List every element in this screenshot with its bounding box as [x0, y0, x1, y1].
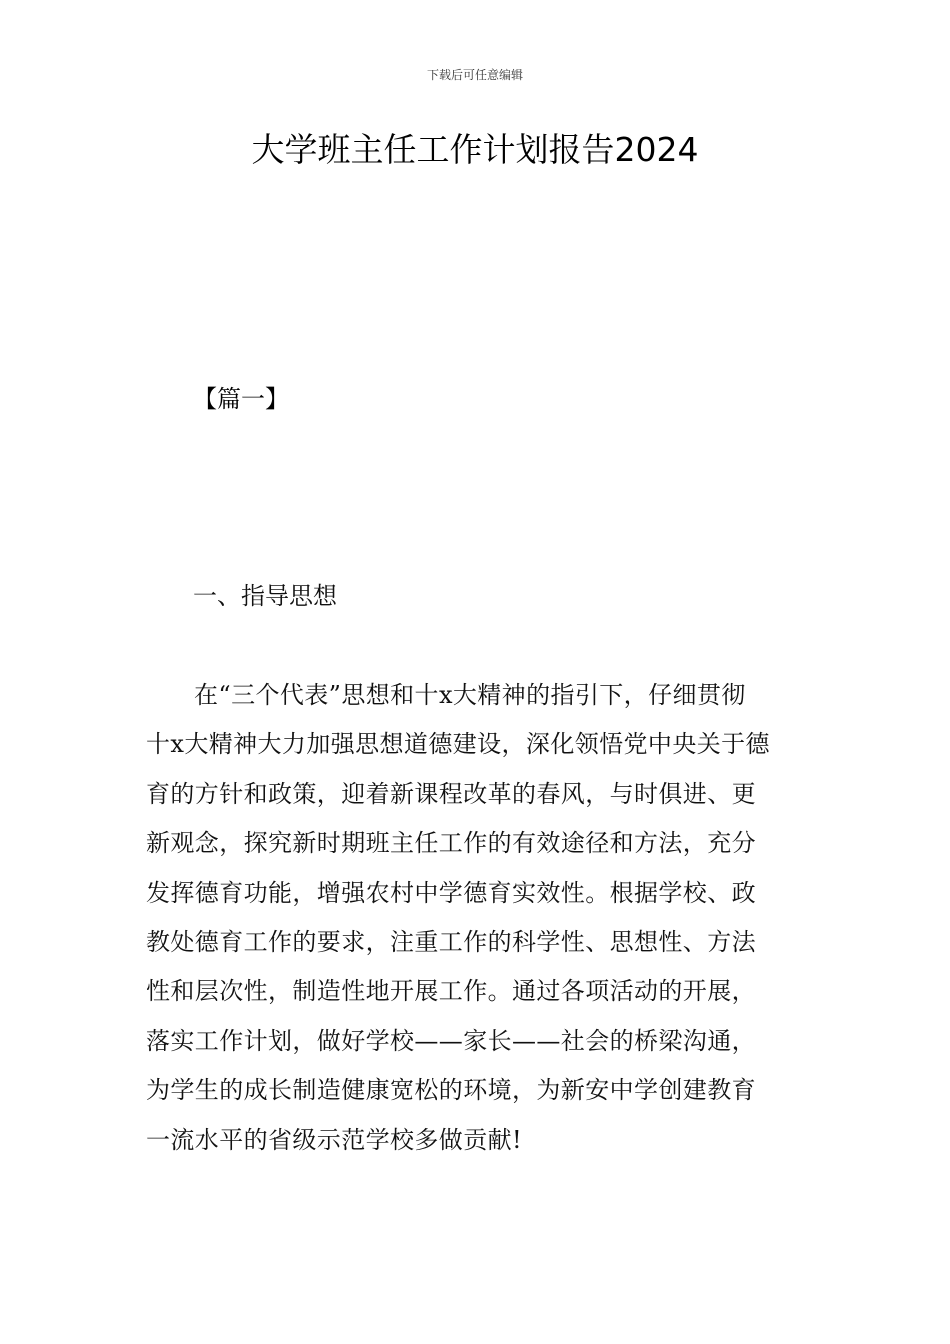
paragraph-line: 教处德育工作的要求，注重工作的科学性、思想性、方法 [146, 927, 756, 956]
paragraph-line: 发挥德育功能，增强农村中学德育实效性。根据学校、政 [146, 878, 756, 907]
document-title: 大学班主任工作计划报告2024 [251, 130, 699, 169]
section-heading: 一、指导思想 [193, 582, 337, 610]
paragraph-line: 性和层次性，制造性地开展工作。通过各项活动的开展， [146, 977, 756, 1006]
paragraph-line: 为学生的成长制造健康宽松的环境，为新安中学创建教育 [146, 1076, 756, 1105]
body-paragraph [146, 677, 806, 1171]
paragraph-line: 一流水平的省级示范学校多做贡献! [146, 1125, 523, 1154]
paragraph-line: 在“三个代表”思想和十x大精神的指引下，仔细贯彻 [194, 681, 746, 709]
paragraph-line: 新观念，探究新时期班主任工作的有效途径和方法，充分 [146, 829, 756, 858]
paragraph-line: 落实工作计划，做好学校——家长——社会的桥梁沟通， [146, 1026, 756, 1055]
paragraph-line: 十x大精神大力加强思想道德建设，深化领悟党中央关于德 [146, 730, 770, 759]
page-header-note: 下载后可任意编辑 [426, 68, 523, 82]
section-label: 【篇一】 [193, 385, 289, 413]
paragraph-line: 育的方针和政策，迎着新课程改革的春风，与时俱进、更 [146, 779, 756, 808]
